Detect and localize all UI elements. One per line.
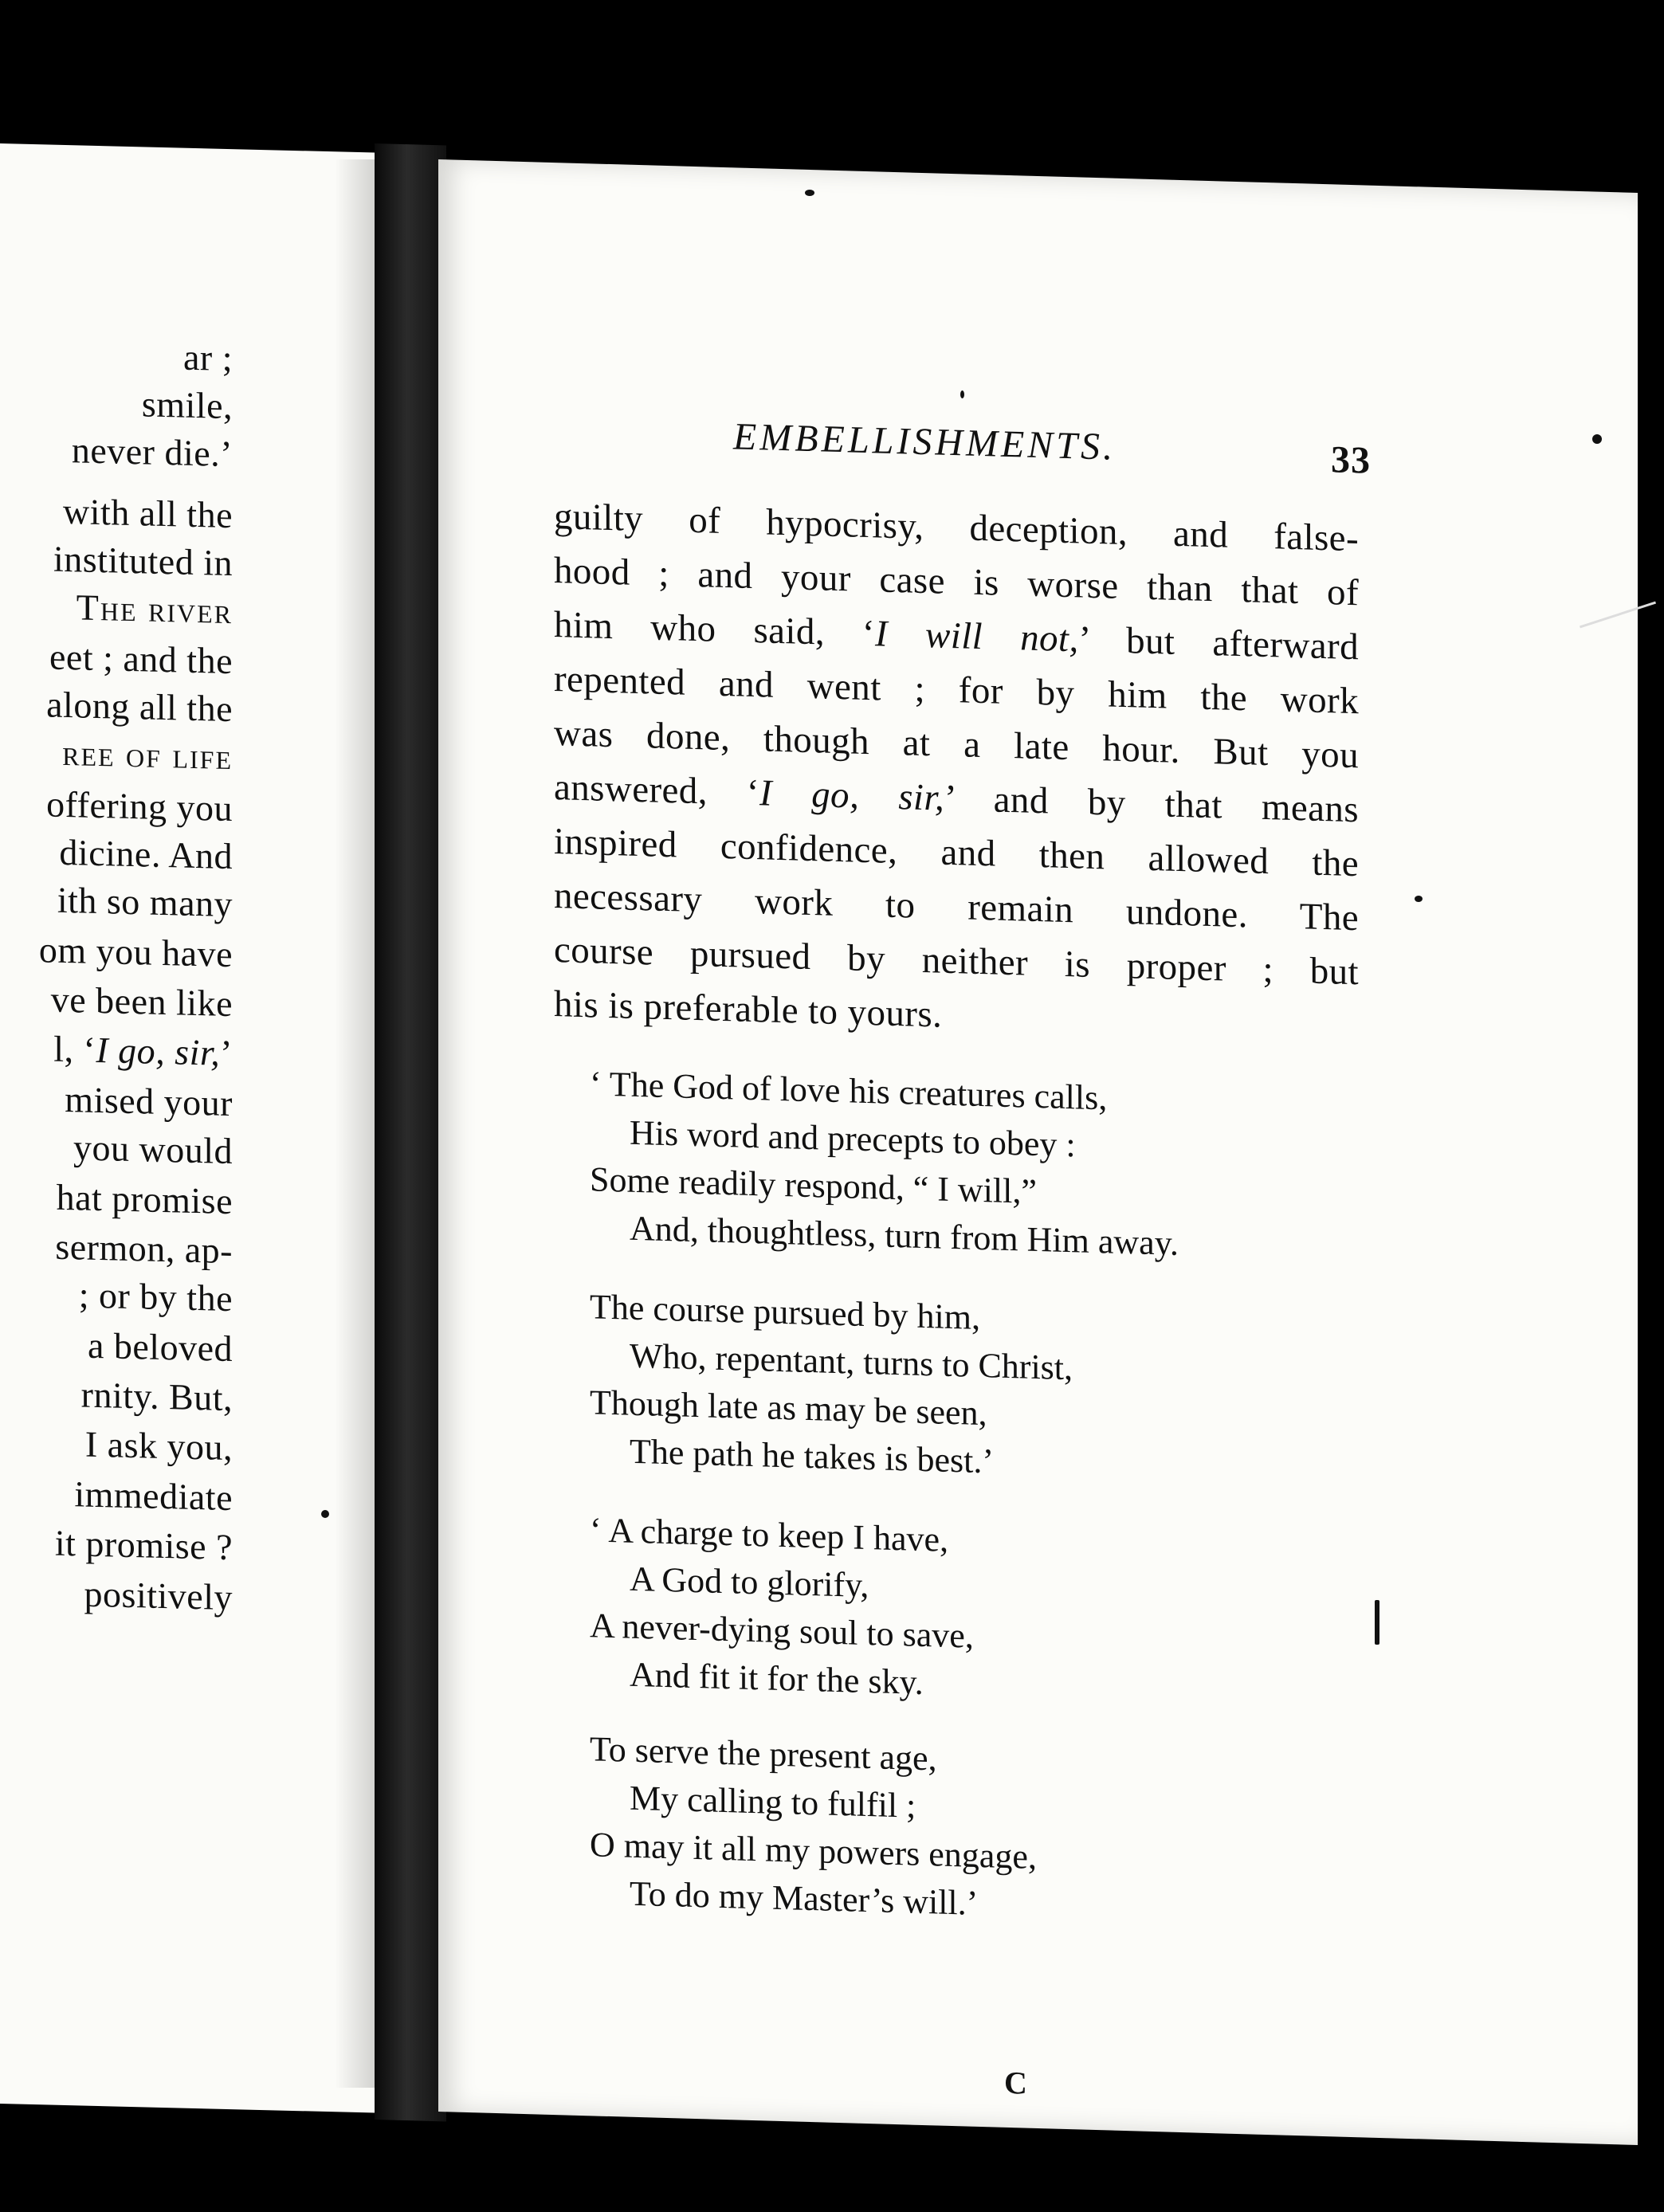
left-page-line xyxy=(54,1522,233,1568)
scan-speck xyxy=(1592,434,1602,444)
right-page xyxy=(438,159,1638,2145)
scan-speck xyxy=(321,1510,329,1518)
text-run: I ask you, xyxy=(84,1423,233,1469)
text-run: you would xyxy=(73,1127,233,1172)
prose-paragraph xyxy=(554,489,1359,1053)
verse-stanza xyxy=(590,1725,1307,1936)
text-run: ith so many xyxy=(57,879,233,925)
text-run: ; or by the xyxy=(78,1274,233,1320)
text-run: l, ‘ xyxy=(53,1028,96,1070)
verse-line: To serve the present age, xyxy=(590,1729,937,1779)
left-page-line xyxy=(39,931,233,973)
text-run: along all the xyxy=(46,684,233,730)
text-run: ’ xyxy=(220,1032,233,1074)
left-page-line xyxy=(59,831,233,877)
text-run: om you have xyxy=(38,929,233,975)
text-run: guilty of hypocrisy, deception, and false- xyxy=(554,496,1359,560)
left-page-line xyxy=(49,636,233,682)
left-page-line xyxy=(182,336,233,379)
scan-speck xyxy=(960,390,964,398)
verse-stanza xyxy=(590,1060,1307,1271)
verse-line: And, thoughtless, turn from Him away. xyxy=(630,1208,1179,1263)
text-run: his is preferable to yours. xyxy=(554,983,943,1036)
text-run: eet ; and the xyxy=(49,636,233,682)
italic-text: I go, sir, xyxy=(759,772,944,819)
scan-speck xyxy=(1415,896,1423,902)
left-page-line xyxy=(65,1078,233,1124)
text-run: positively xyxy=(84,1573,233,1618)
verse-line: To do my Master’s will.’ xyxy=(630,1873,979,1923)
text-run: ar ; xyxy=(182,336,233,379)
small-caps-text: ree of life xyxy=(62,731,233,778)
left-page-line xyxy=(71,429,233,475)
left-page-line xyxy=(84,1423,233,1469)
signature-mark: C xyxy=(1004,2064,1027,2101)
text-run: offering you xyxy=(46,783,233,830)
left-page-line xyxy=(87,1324,233,1370)
text-run: sermon, ap- xyxy=(55,1226,233,1272)
page-number: 33 xyxy=(1331,438,1371,482)
left-page-line xyxy=(141,383,233,427)
left-page-line xyxy=(81,1376,233,1417)
left-page-line xyxy=(53,1028,233,1074)
text-run: hat promise xyxy=(56,1176,233,1222)
verse-stanza xyxy=(590,1506,1307,1717)
text-run: instituted in xyxy=(53,538,233,584)
left-page-line xyxy=(50,979,233,1025)
text-run: a beloved xyxy=(87,1324,233,1370)
text-run: inspired confidence, and then allowed the xyxy=(554,821,1359,885)
left-page-line xyxy=(56,1176,233,1222)
text-run: was done, though at a late hour. But you xyxy=(554,712,1359,777)
text-run: ’ but afterward xyxy=(1078,618,1359,669)
text-run: dicine. And xyxy=(59,831,233,877)
left-page-line xyxy=(46,783,233,830)
left-page-text-column xyxy=(0,143,402,1618)
text-run: ’ and by that means xyxy=(944,777,1359,831)
italic-text: I will not, xyxy=(874,613,1079,661)
text-run: repented and went ; for by him the work xyxy=(554,658,1359,723)
left-page-line xyxy=(55,1226,233,1272)
verse-line: And fit it for the sky. xyxy=(630,1654,924,1703)
verse-line: O may it all my powers engage, xyxy=(590,1825,1037,1877)
verse-line: Some readily respond, “ I will,” xyxy=(590,1159,1037,1211)
text-run: hood ; and your case is worse than that of xyxy=(554,550,1359,614)
book-spine xyxy=(375,143,446,2122)
text-run: never die.’ xyxy=(71,429,233,475)
left-page-line xyxy=(84,1573,233,1618)
scan-speck xyxy=(805,190,814,196)
text-run: ve been like xyxy=(50,979,233,1025)
verse-line: My calling to fulfil ; xyxy=(630,1778,916,1826)
left-page-line xyxy=(57,879,233,925)
verse-line: The course pursued by him, xyxy=(590,1287,980,1337)
verse-line: His word and precepts to obey : xyxy=(630,1112,1076,1165)
italic-text: I go, sir, xyxy=(96,1029,221,1073)
left-page-line xyxy=(53,538,233,584)
verse-line: Though late as may be seen, xyxy=(590,1382,987,1433)
scan-speck xyxy=(1375,1600,1379,1645)
verse-stanza xyxy=(590,1283,1307,1494)
small-caps-text: The river xyxy=(76,586,233,632)
text-run: immediate xyxy=(74,1473,233,1519)
verse-line: ‘ A charge to keep I have, xyxy=(590,1510,949,1559)
left-page-line xyxy=(46,686,233,728)
verse-line: The path he takes is best.’ xyxy=(630,1431,994,1481)
left-page-line xyxy=(63,490,233,536)
text-run: with all the xyxy=(63,490,233,536)
left-page-line xyxy=(73,1129,233,1170)
text-run: him who said, ‘ xyxy=(554,604,875,655)
verse-line: ‘ The God of love his creatures calls, xyxy=(590,1064,1108,1118)
verse-line: Who, repentant, turns to Christ, xyxy=(630,1335,1073,1388)
left-page-line xyxy=(78,1274,233,1320)
verse-line: A never-dying soul to save, xyxy=(590,1606,974,1656)
left-page-line xyxy=(62,731,233,778)
text-run: necessary work to remain undone. The xyxy=(554,875,1359,939)
left-page-line xyxy=(74,1473,233,1519)
text-run: mised your xyxy=(65,1078,233,1124)
text-run: rnity. But, xyxy=(80,1374,233,1419)
text-run: course pursued by neither is proper ; but xyxy=(554,929,1359,994)
running-head: EMBELLISHMENTS. xyxy=(733,415,1116,469)
text-run: answered, ‘ xyxy=(554,767,759,814)
left-page-line xyxy=(76,586,233,632)
text-run: it promise ? xyxy=(54,1522,233,1568)
verse-line: A God to glorify, xyxy=(630,1559,869,1606)
text-run: smile, xyxy=(141,383,233,427)
